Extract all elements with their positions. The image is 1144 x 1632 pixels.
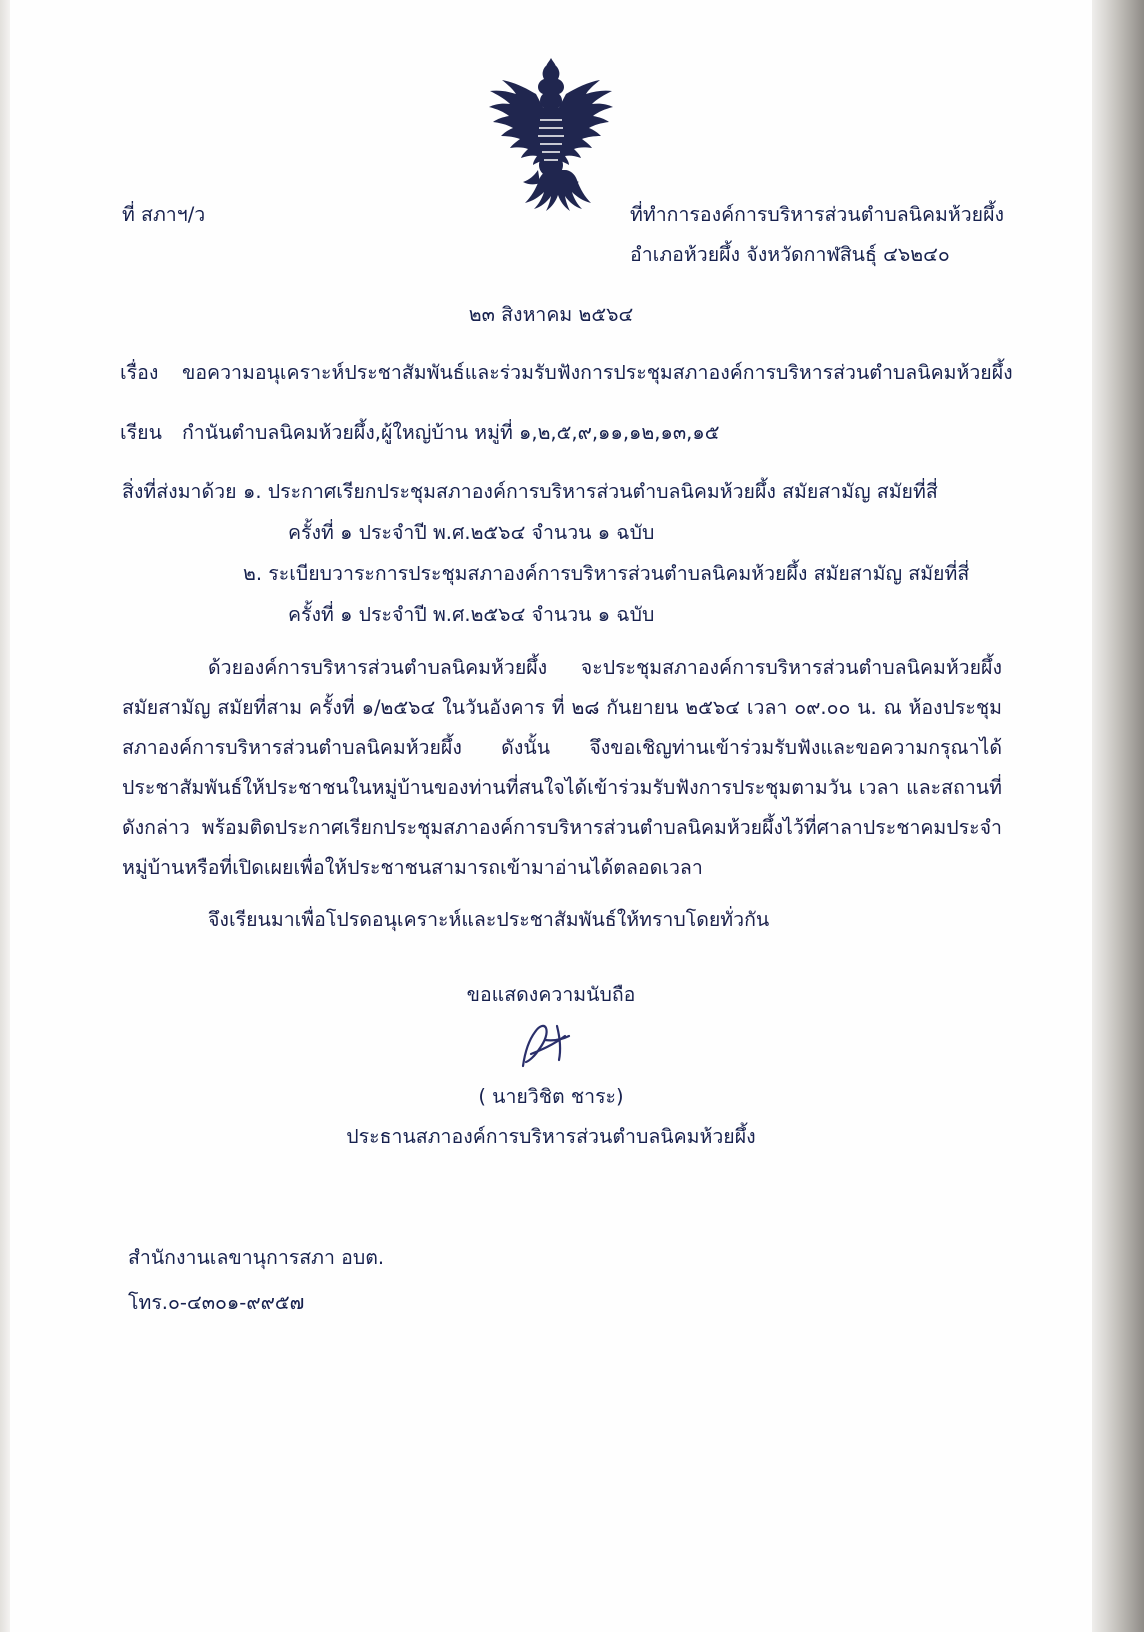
subject-label: เรื่อง (120, 361, 159, 384)
enclosure-item-1: ๑. ประกาศเรียกประชุมสภาองค์การบริหารส่วนตำบลนิคมห้วยผึ้ง สมัยสามัญ สมัยที่สี่ (243, 480, 938, 503)
footer-office: สำนักงานเลขานุการสภา อบต. (128, 1246, 385, 1269)
letter-body (10, 0, 1092, 1632)
signer-name: ( นายวิชิต ชาระ) (478, 1085, 624, 1108)
office-address-line1: ที่ทำการองค์การบริหารส่วนตำบลนิคมห้วยผึ้ง (630, 203, 1005, 226)
body-paragraph (122, 648, 1002, 888)
scan-edge-right (1092, 0, 1144, 1632)
regards-text: ขอแสดงความนับถือ (466, 983, 636, 1006)
document-date: ๒๓ สิงหาคม ๒๕๖๔ (468, 303, 634, 326)
paper-sheet (10, 0, 1092, 1632)
garuda-emblem (466, 58, 636, 223)
reference-number: ที่ สภาฯ/ว (122, 203, 206, 226)
recipient-label: เรียน (120, 421, 162, 444)
enclosure-label: สิ่งที่ส่งมาด้วย (122, 480, 237, 503)
subject-text: ขอความอนุเคราะห์ประชาสัมพันธ์และร่วมรับฟังการประชุมสภาองค์การบริหารส่วนตำบลนิคมห้วยผึ้ง (182, 361, 1013, 384)
signature-mark (10, 1010, 1092, 1080)
closing-paragraph: จึงเรียนมาเพื่อโปรดอนุเคราะห์และประชาสัมพันธ์ให้ทราบโดยทั่วกัน (208, 908, 770, 931)
footer-telephone: โทร.๐-๔๓๐๑-๙๙๕๗ (128, 1291, 305, 1314)
office-address-line2: อำเภอห้วยผึ้ง จังหวัดกาฬสินธุ์ ๔๖๒๔๐ (630, 243, 950, 266)
body-paragraph-text: ด้วยองค์การบริหารส่วนตำบลนิคมห้วยผึ้ง จะประชุมสภาองค์การบริหารส่วนตำบลนิคมห้วยผึ้ง สมัยสามัญ สมัยที่สาม ครั้งที่ ๑/๒๕๖๔ ในวันอังคาร ที่ ๒๘ กันยายน ๒๕๖๔ เวลา ๐๙.๐๐ น. ณ ห้องประชุมสภาองค์การบริหารส่วนตำบลนิคมห้วยผึ้ง ดังนั้น จึงขอเชิญท่านเข้าร่วมรับฟังและขอความกรุณาได้ประชาสัมพันธ์ให้ประชาชนในหมู่บ้านของท่านที่สนใจได้เข้าร่วมรับฟังการประชุมตามวัน เวลา และสถานที่ดังกล่าว พร้อมติดประกาศเรียกประชุมสภาองค์การบริหารส่วนตำบลนิคมห้วยผึ้งไว้ที่ศาลาประชาคมประจำหมู่บ้านหรือที่เปิดเผยเพื่อให้ประชาชนสามารถเข้ามาอ่านได้ตลอดเวลา (122, 656, 1002, 879)
scan-edge-left (0, 0, 10, 1632)
signer-title: ประธานสภาองค์การบริหารส่วนตำบลนิคมห้วยผึ้ง (346, 1125, 756, 1148)
enclosure-item-2-cont: ครั้งที่ ๑ ประจำปี พ.ศ.๒๕๖๔ จำนวน ๑ ฉบับ (288, 603, 655, 626)
enclosure-item-2: ๒. ระเบียบวาระการประชุมสภาองค์การบริหารส่วนตำบลนิคมห้วยผึ้ง สมัยสามัญ สมัยที่สี่ (243, 562, 970, 585)
enclosure-item-1-cont: ครั้งที่ ๑ ประจำปี พ.ศ.๒๕๖๔ จำนวน ๑ ฉบับ (288, 521, 655, 544)
recipient-text: กำนันตำบลนิคมห้วยผึ้ง,ผู้ใหญ่บ้าน หมู่ที่ ๑,๒,๕,๙,๑๑,๑๒,๑๓,๑๕ (182, 421, 720, 444)
